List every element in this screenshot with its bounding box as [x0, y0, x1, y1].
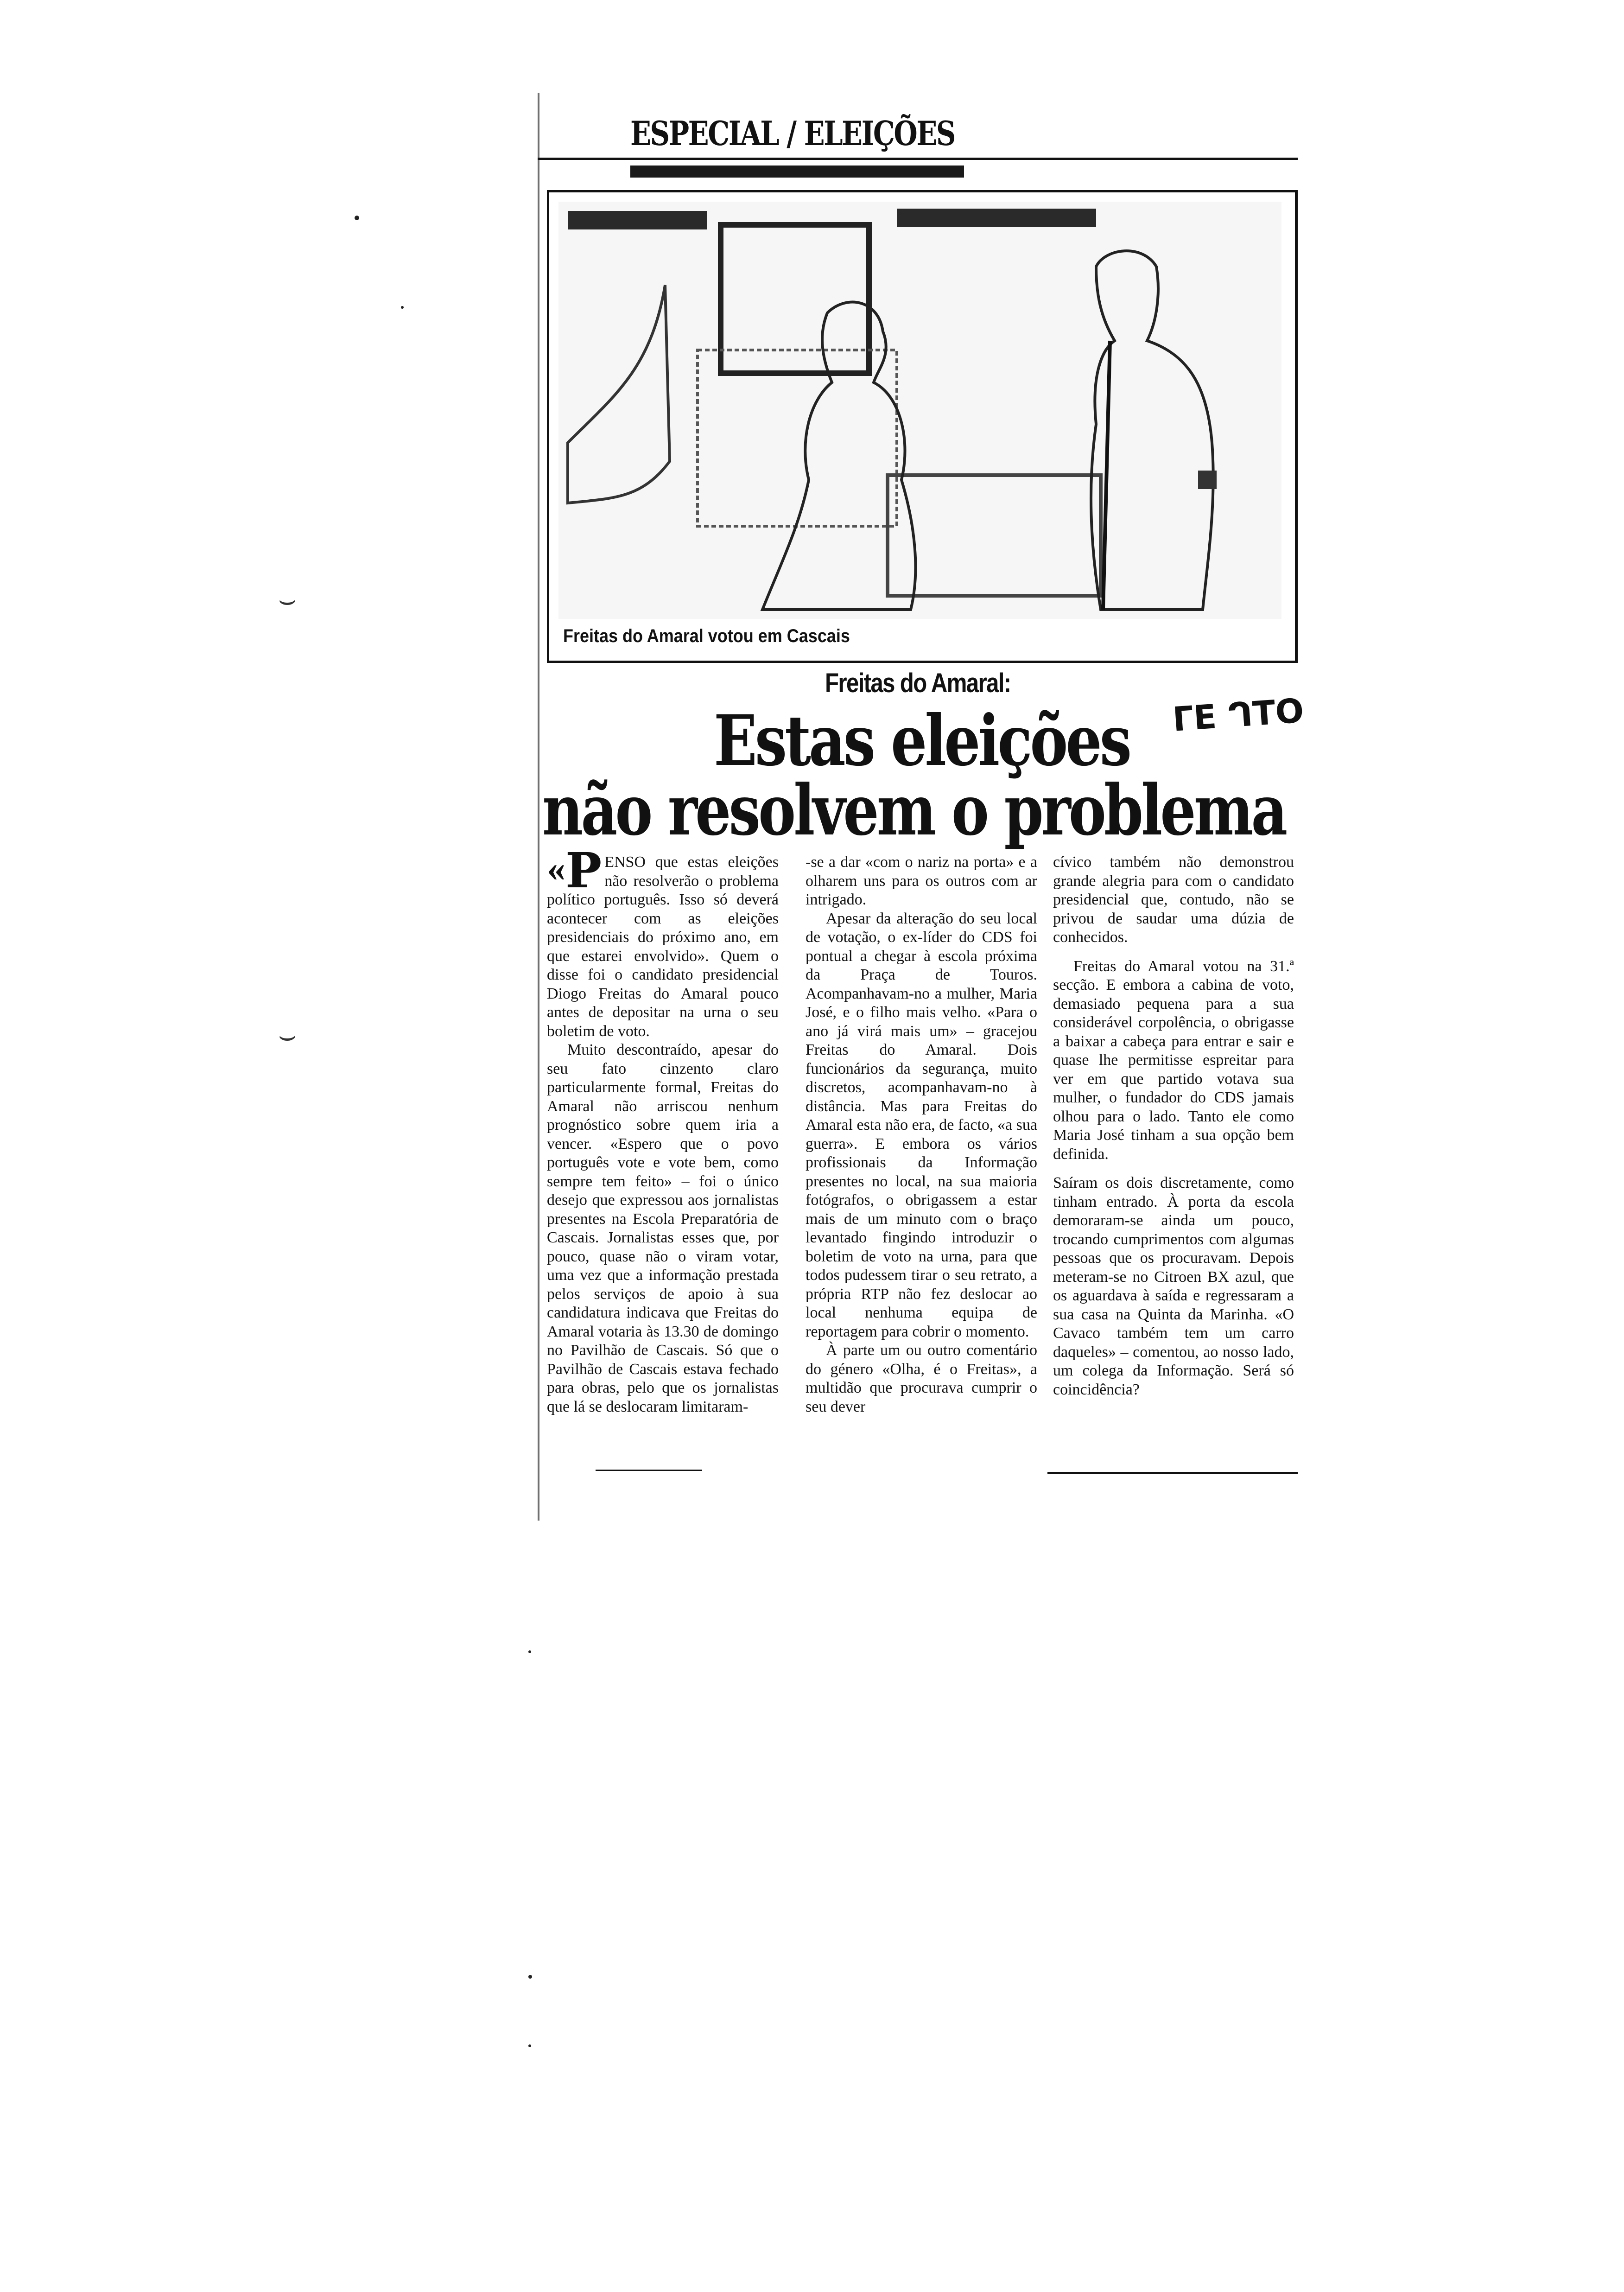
article-paragraph: Apesar da alteração do seu local de votação, o ex-líder do CDS foi pontual a chegar à escola próxima da Praça de Touros. Acompanhavam-no a mulher, Maria José, e o filho mais velho. «Para o ano já virá mais um» – gracejou Freitas do Amaral. Dois funcionários da segurança, muito discretos, acompanhavam-no à distância. Mas para Freitas do Amaral esta não era, de facto, «a sua guerra». E embora os vários profissionais da Informação presentes no local, na sua maioria fotógrafos, o obrigassem a estar mais de um minuto com o braço levantado fingindo introduzir o boletim de voto na urna, para que todos pudessem tirar o seu retrato, a própria RTP não fez deslocar ao local nenhuma equipa de reportagem para cobrir o momento.: [806, 910, 1037, 1340]
header-rule: [538, 158, 1298, 160]
article-paragraph: À parte um ou outro comentário do género «Olha, é o Freitas», a multidão que procurava cumprir o seu dever: [806, 1342, 1037, 1415]
article-column-1: [547, 842, 779, 1416]
paragraph-gap: [1053, 947, 1294, 957]
header-rule-block: [630, 166, 964, 178]
paragraph-gap: [1053, 1164, 1294, 1174]
headline-line-1: Estas eleições: [714, 700, 1130, 782]
scan-speck: [355, 216, 359, 220]
headline-line-2: não resolvem o problema: [542, 770, 1286, 851]
article-paragraph: Saíram os dois discretamente, como tinham entrado. À porta da escola demoraram-se ainda um pouco, trocando cumprimentos com algumas pessoas que os procuravam. Depois meteram-se no Citroen BX azul, que os aguardava à saída e regressaram a sua casa na Quinta da Marinha. «O Cavaco também tem um carro daqueles» – comentou, ao nosso lado, um colega da Informação. Será só coincidência?: [1053, 1174, 1294, 1398]
photo-illustration: [558, 202, 1281, 619]
bottom-rule-right: [1047, 1472, 1298, 1474]
handwritten-annotation: ᒥE ᒉTO: [1171, 691, 1305, 739]
bottom-rule-left: [596, 1470, 702, 1471]
article-paragraph: Freitas do Amaral votou na 31.ª secção. E embora a cabina de voto, demasiado pequena para a sua considerável corpolência, o obrigasse a baixar a cabeça para entrar e sair e quase lhe permitisse espreitar para ver em que partido votava sua mulher, o fundador do CDS jamais olhou para o lado. Tanto ele como Maria José tinham a sua opção bem definida.: [1053, 957, 1294, 1163]
scan-speck: [401, 306, 404, 309]
photo-frame: [547, 190, 1298, 663]
section-header: ESPECIAL / ELEIÇÕES: [630, 114, 955, 153]
dropcap-quote: «: [547, 848, 565, 889]
scan-speck: [528, 1975, 532, 1979]
article-paragraph: -se a dar «com o nariz na porta» e a olharem uns para os outros com ar intrigado.: [806, 853, 1037, 908]
scan-mark: ⌣: [278, 585, 297, 615]
photo-caption: Freitas do Amaral votou em Cascais: [563, 626, 850, 646]
scan-speck: [528, 1650, 531, 1653]
paragraph-text: ENSO que estas eleições não resolverão o problema político português. Isso só deverá acontecer com as eleições presidenciais do próximo ano, em que estarei envolvido». Quem o disse foi o candidato presidencial Diogo Freitas do Amaral pouco antes de depositar na urna o seu boletim de voto.: [547, 853, 779, 1040]
dropcap-letter: P: [565, 842, 602, 899]
scan-mark: ⌣: [278, 1020, 297, 1051]
article-paragraph: [547, 842, 779, 1041]
article-column-3: [1053, 853, 1294, 1399]
article-kicker: Freitas do Amaral:: [825, 668, 1011, 698]
news-photo: [558, 202, 1281, 619]
article-column-2: [806, 853, 1037, 1416]
scan-speck: [528, 2044, 531, 2047]
article-paragraph: Muito descontraído, apesar do seu fato cinzento claro particularmente formal, Freitas do Amaral não arriscou nenhum prognóstico sobre quem iria a vencer. «Espero que o povo português vote e vote bem, como sempre tem feito» – foi o único desejo que expressou aos jornalistas presentes na Escola Preparatória de Cascais. Jornalistas esses que, por pouco, quase não o viram votar, uma vez que a informação prestada pelos serviços de apoio à sua candidatura indicava que Freitas do Amaral votaria às 13.30 de domingo no Pavilhão de Cascais. Só que o Pavilhão de Cascais estava fechado para obras, pelo que os jornalistas que lá se deslocaram limitaram-: [547, 1041, 779, 1415]
clipping-left-edge: [538, 93, 539, 1521]
article-paragraph: cívico também não demonstrou grande alegria para com o candidato presidencial que, contudo, não se privou de saudar uma dúzia de conhecidos.: [1053, 853, 1294, 946]
